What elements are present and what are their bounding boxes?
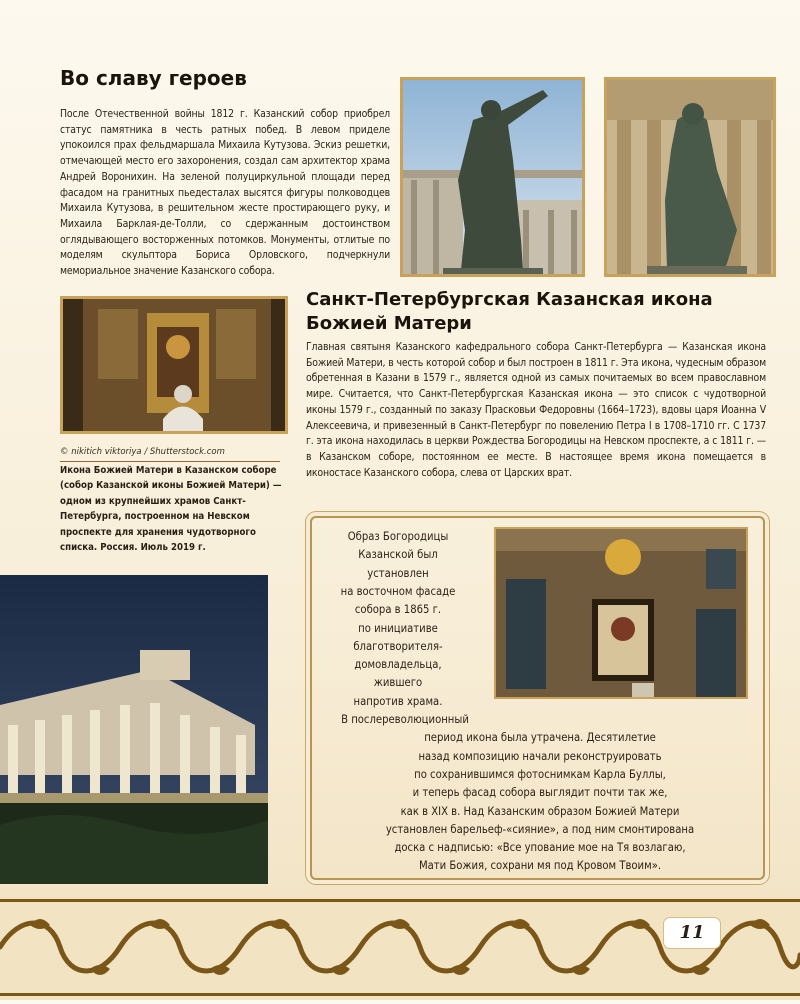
box-line-7: благотворителя- [353,639,443,653]
box-line-9: жившего [373,676,423,690]
box-line-2: Казанской был [358,548,438,562]
box-line-6: по инициативе [358,621,438,635]
box-line-16: как в XIX в. Над Казанским образом Божией Матери [400,804,680,818]
section-title-heroes: Во славу героев [60,66,247,90]
box-line-18: доска с надписью: «Все упование мое на Тя возлагаю, [394,841,686,855]
photo-credit: © nikitich viktoriya / Shutterstock.com [60,447,225,457]
box-line-10: напротив храма. [353,694,443,708]
box-line-17: установлен барельеф-«сияние», а под ним смонтирована [385,822,695,836]
box-line-12: период икона была утрачена. Десятилетие [424,731,656,745]
barclay-monument-photo [604,77,776,277]
cathedral-colonnade-night-photo [0,575,268,884]
photo-caption: Икона Божией Матери в Казанском соборе (собор Казанской иконы Божией Матери) — одном из крупнейших храмов Санкт-Петербурга, построенном на Невском проспекте для хранения чудотворного списка. Россия. Июль 2019 г. [60,465,282,554]
heroes-paragraph: После Отечественной войны 1812 г. Казанский собор приобрел статус памятника в честь ратных побед. В левом приделе упокоился прах фельдмаршала Михаила Кутузова. Эскиз решетки, отмечающей место его захоронения, создал сам архитектор храма Андрей Воронихин. На зеленой полуциркульной площади перед фасадом на гранитных пьедесталах высятся фигуры полководцев Михаила Кутузова, в решительном жесте простирающего руку, и Михаила Барклая-де-Толли, со сдержанным достоинством оглядывающего восторженных потомков. Монументы, отлитые по моделям скульптора Бориса Орловского, подчеркнули мемориальное значение Казанского собора. [60,108,390,278]
box-line-13: назад композицию начали реконструировать [418,749,662,763]
box-line-15: и теперь фасад собора выглядит почти так же, [412,786,668,800]
kazan-icon-interior-photo [60,296,288,434]
box-line-5: собора в 1865 г. [354,603,442,617]
section-title-icon: Санкт-Петербургская Казанская икона Божией Матери [306,289,713,334]
box-line-3: установлен [367,566,429,580]
box-line-4: на восточном фасаде [340,584,456,598]
facade-icon-photo [494,527,748,699]
page-number: 11 [664,918,720,948]
box-line-14: по сохранившимся фотоснимкам Карла Буллы, [414,767,666,781]
box-line-1: Образ Богородицы [347,530,449,543]
box-line-11: В послереволюционный [341,713,469,726]
kutuzov-monument-photo [400,77,585,277]
credit-divider [60,461,280,462]
icon-paragraph: Главная святыня Казанского кафедрального собора Санкт-Петербурга — Казанская икона Божией Матери, в честь которой собор и был построен в 1811 г. Эта икона, чудесным образом обретенная в Казани в 1579 г., является одной из самых почитаемых во всем православном мире. Считается, что Санкт-Петербургская Казанская икона — это список с чудотворной иконы 1579 г., созданный по заказу Прасковьи Федоровны (1664–1723), вдовы царя Иоанна V Алексеевича, и привезенный в Санкт-Петербург по повелению Петра I в 1708–1710 гг. С 1737 г. эта икона находилась в церкви Рождества Богородицы на Невском проспекте, а с 1811 г. — в Казанском соборе, постоянном ее месте. В настоящее время икона помещается в иконостасе Казанского собора, слева от Царских врат. [306,341,766,479]
box-line-19: Мати Божия, сохрани мя под Кровом Твоим». [418,859,662,873]
box-line-8: домовладельца, [354,658,442,672]
